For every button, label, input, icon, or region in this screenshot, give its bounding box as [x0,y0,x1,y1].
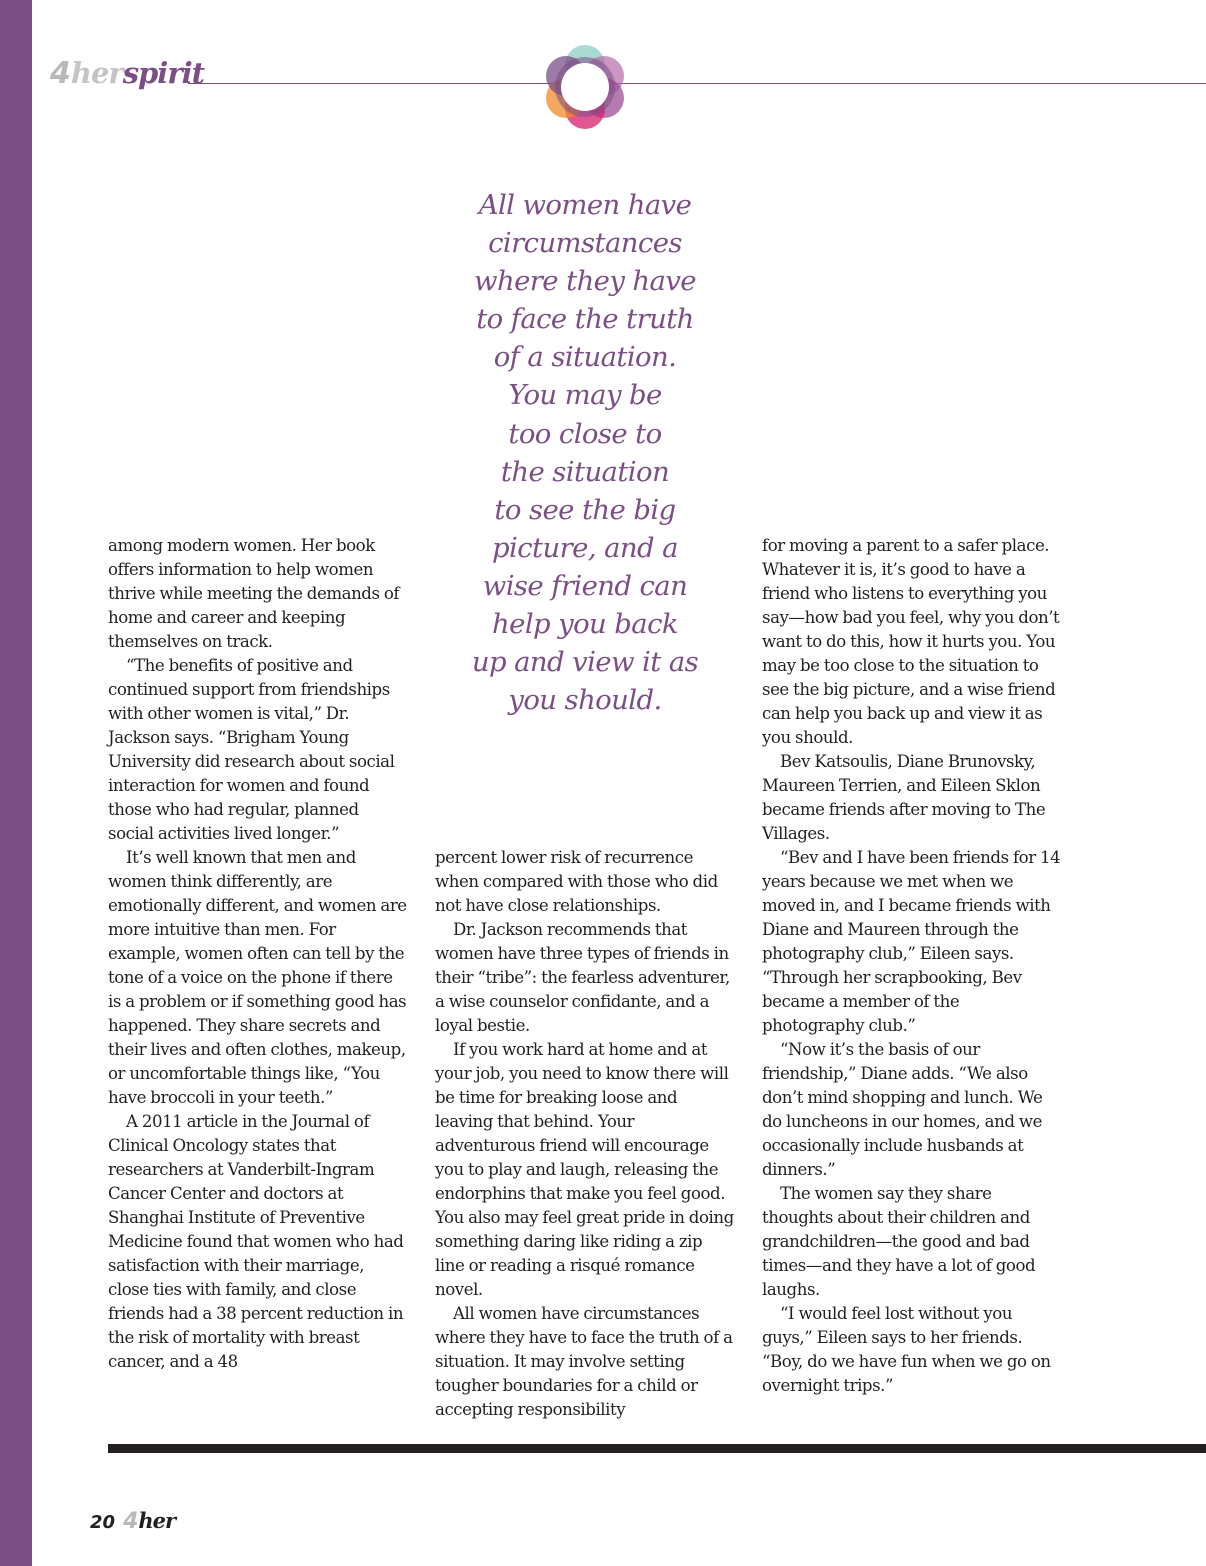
pull-quote: All women have circumstances where they have to face the truth of a situation. You may be too close to the situation to see the big picture, and a wise friend can help you back up and view it as you should. [471,189,699,717]
logo-four: 4 [50,56,71,91]
paragraph: The women say they share thoughts about their children and grandchildren—the good and bad times—and they have a lot of good laughs. [762,1184,1036,1299]
left-accent-bar [0,0,32,1566]
paragraph: “The benefits of positive and continued support from friendships with other women is vital,” Dr. Jackson says. “Brigham Young University did research about social interaction for women and found those who had regular, planned social activities lived longer.” [108,656,395,843]
page-footer [90,1508,175,1534]
footer-logo-her: her [138,1508,176,1533]
paragraph: If you work hard at home and at your job, you need to know there will be time for breaking loose and leaving that behind. Your adventurous friend will encourage you to play and laugh, releasing the endorphins that make you feel good. You also may feel great pride in doing something daring like riding a zip line or reading a risqué romance novel. [435,1040,734,1299]
logo-her: her [70,56,123,90]
paragraph: It’s well known that men and women think differently, are emotionally different, and women are more intuitive than men. For example, women often can tell by the tone of a voice on the phone if there is a problem or if something good has happened. They share secrets and their lives and often clothes, makeup, or uncomfortable things like, “You have broccoli in your teeth.” [108,848,407,1107]
article-column-3 [762,534,1062,1398]
article-column-1 [108,534,408,1374]
paragraph: “Bev and I have been friends for 14 years because we met when we moved in, and I became friends with Diane and Maureen through the photography club,” Eileen says. “Through her scrapbooking, Bev became a member of the photography club.” [762,848,1061,1035]
paragraph: “Now it’s the basis of our friendship,” Diane adds. “We also don’t mind shopping and lunch. We do luncheons in our homes, and we occasionally include husbands at dinners.” [762,1040,1043,1179]
article-column-2 [435,846,735,1422]
header-rule [188,83,1206,84]
bottom-rule [108,1444,1206,1453]
flower-ring-icon [540,42,630,132]
paragraph: Dr. Jackson recommends that women have three types of friends in their “tribe”: the fearless adventurer, a wise counselor confidante, and a loyal bestie. [435,920,730,1035]
logo-spirit: spirit [122,56,205,90]
paragraph: A 2011 article in the Journal of Clinical Oncology states that researchers at Vanderbilt-Ingram Cancer Center and doctors at Shanghai Institute of Preventive Medicine found that women who had satisfaction with their marriage, close ties with family, and close friends had a 38 percent reduction in the risk of mortality with breast cancer, and a 48 [108,1112,404,1371]
page-number: 20 [90,1512,116,1533]
footer-logo-four: 4 [123,1509,139,1534]
paragraph: Bev Katsoulis, Diane Brunovsky, Maureen Terrien, and Eileen Sklon became friends after moving to The Villages. [762,752,1046,843]
paragraph: “I would feel lost without you guys,” Eileen says to her friends. “Boy, do we have fun when we go on overnight trips.” [762,1304,1051,1395]
paragraph: among modern women. Her book offers information to help women thrive while meeting the demands of home and career and keeping themselves on track. [108,536,400,651]
paragraph: for moving a parent to a safer place. Whatever it is, it’s good to have a friend who listens to everything you say—how bad you feel, why you don’t want to do this, how it hurts you. You may be too close to the situation to see the big picture, and a wise friend can help you back up and view it as you should. [762,536,1060,747]
section-logo [50,56,204,96]
paragraph: percent lower risk of recurrence when compared with those who did not have close relationships. [435,848,718,915]
paragraph: All women have circumstances where they have to face the truth of a situation. It may involve setting tougher boundaries for a child or accepting responsibility [435,1304,733,1419]
